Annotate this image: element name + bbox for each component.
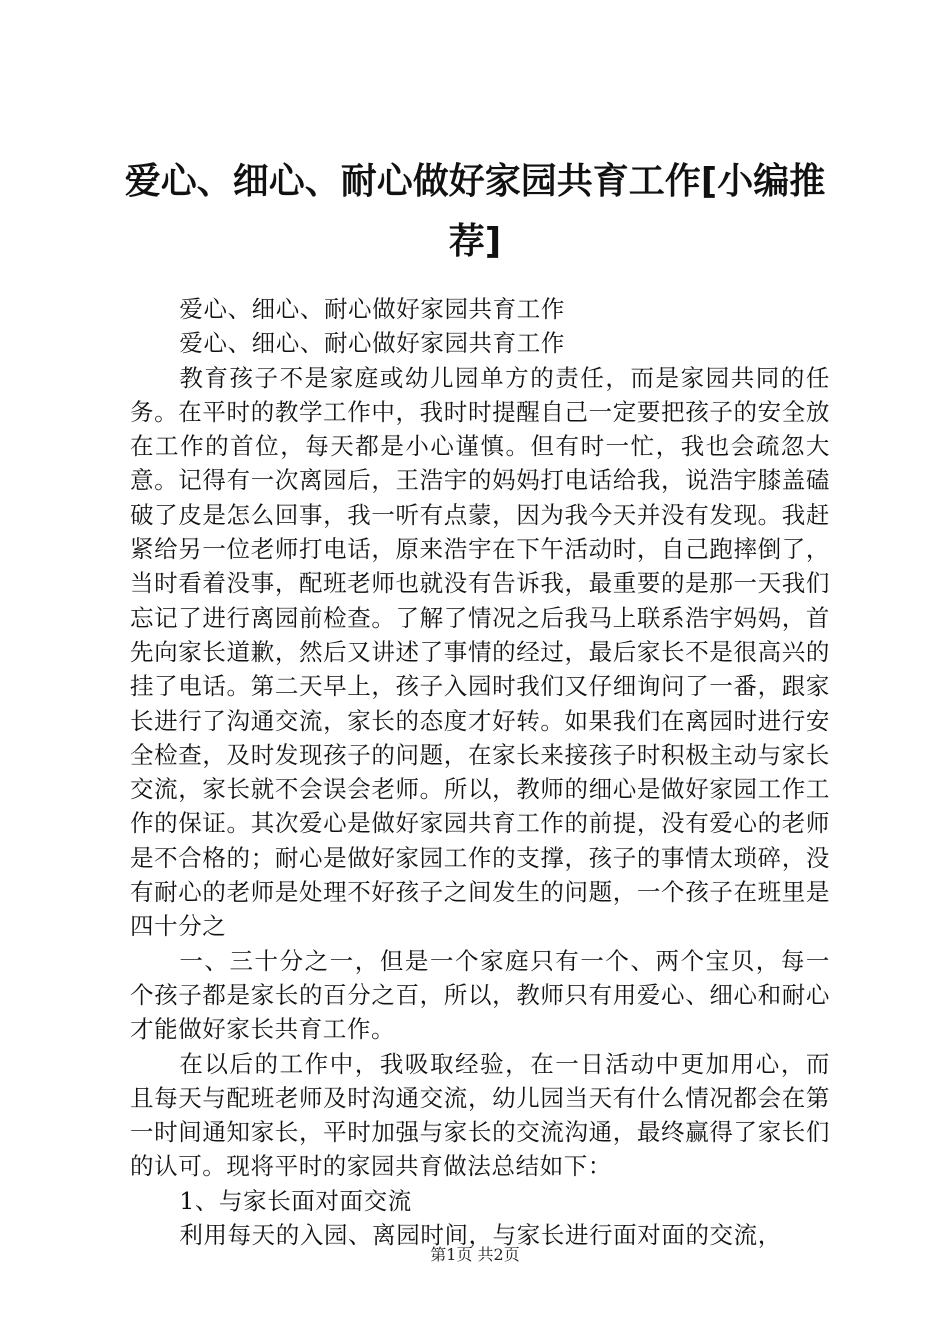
section-heading-face-to-face: 1、与家长面对面交流 bbox=[179, 1186, 412, 1215]
page-footer: 第1页 共2页 bbox=[430, 1245, 520, 1264]
paragraph-continuation: 一、三十分之一，但是一个家庭只有一个、两个宝贝，每一个孩子都是家长的百分之百，所以，教师只有用爱心、细心和耐心才能做好家长共育工作。 bbox=[130, 946, 830, 1044]
paragraph-subtitle-2: 爱心、细心、耐心做好家园共育工作 bbox=[179, 329, 565, 358]
paragraph-main-story: 教育孩子不是家庭或幼儿园单方的责任，而是家园共同的任务。在平时的教学工作中，我时时提醒自己一定要把孩子的安全放在工作的首位，每天都是小心谨慎。但有时一忙，我也会疏忽大意。记得有一次离园后，王浩宇的妈妈打电话给我，说浩宇膝盖磕破了皮是怎么回事，我一听有点蒙，因为我今天并没有发现。我赶紧给另一位老师打电话，原来浩宇在下午活动时，自己跑摔倒了，当时看着没事，配班老师也就没有告诉我，最重要的是那一天我们忘记了进行离园前检查。了解了情况之后我马上联系浩宇妈妈，首先向家长道歉，然后又讲述了事情的经过，最后家长不是很高兴的挂了电话。第二天早上，孩子入园时我们又仔细询问了一番，跟家长进行了沟通交流，家长的态度才好转。如果我们在离园时进行安全检查，及时发现孩子的问题，在家长来接孩子时积极主动与家长交流，家长就不会误会老师。所以，教师的细心是做好家园工作工作的保证。其次爱心是做好家园共育工作的前提，没有爱心的老师是不合格的；耐心是做好家园工作的支撑，孩子的事情太琐碎，没有耐心的老师是处理不好孩子之间发生的问题，一个孩子在班里是四十分之 bbox=[130, 363, 830, 941]
paragraph-lessons: 在以后的工作中，我吸取经验，在一日活动中更加用心，而且每天与配班老师及时沟通交流，幼儿园当天有什么情况都会在第一时间通知家长，平时加强与家长的交流沟通，最终赢得了家长们的认可。现将平时的家园共育做法总结如下： bbox=[130, 1049, 830, 1181]
paragraph-face-to-face: 利用每天的入园、离园时间，与家长进行面对面的交流， bbox=[179, 1221, 782, 1250]
paragraph-subtitle-1: 爱心、细心、耐心做好家园共育工作 bbox=[179, 295, 565, 323]
document-body bbox=[130, 292, 830, 1252]
document-title: 爱心、细心、耐心做好家园共育工作[小编推荐] bbox=[124, 161, 826, 262]
